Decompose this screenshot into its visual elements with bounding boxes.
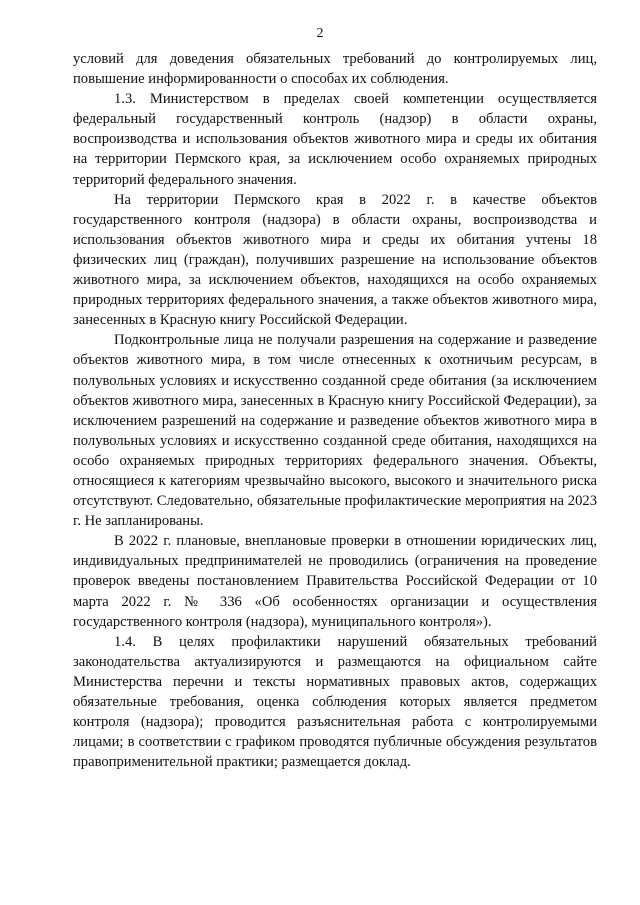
paragraph-1-4: 1.4. В целях профилактики нарушений обязательных требований законодательства актуализируются и размещаются на официальном сайте Министерства перечни и тексты нормативных правовых актов, содержащих обязательные требования, оценка соблюдения которых является предметом контроля (надзора); проводится разъяснительная работа с контролируемыми лицами; в соответствии с графиком проводятся публичные обсуждения результатов правоприменительной практики; размещается доклад.: [73, 633, 597, 771]
paragraph-1-3: 1.3. Министерством в пределах своей компетенции осуществляется федеральный государственный контроль (надзор) в области охраны, воспроизводства и использования объектов животного мира и среды их обитания на территории Пермского края, за исключением особо охраняемых природных территорий федерального значения.: [73, 91, 597, 188]
paragraph-controlled-persons: Подконтрольные лица не получали разрешения на содержание и разведение объектов животного мира, в том числе отнесенных к охотничьим ресурсам, в полувольных условиях и искусственно созданной среде обитания (за исключением объектов животного мира, занесенных в Красную книгу Российской Федерации), за исключением разрешений на содержание и разведение объектов животного мира в полувольных условиях и искусственно созданной среде обитания, находящихся на особо охраняемых природных территориях федерального значения. Объекты, относящиеся к категориям чрезвычайно высокого, высокого и значительного риска отсутствуют. Следовательно, обязательные профилактические мероприятия на 2023 г. Не запланированы.: [73, 332, 597, 530]
paragraph-continuation: условий для доведения обязательных требований до контролируемых лиц, повышение информированности о способах их соблюдения.: [73, 51, 597, 88]
paragraph-control-objects: На территории Пермского края в 2022 г. в качестве объектов государственного контроля (надзора) в области охраны, воспроизводства и использования объектов животного мира и среды их обитания учтены 18 физических лиц (граждан), получивших разрешение на использование объектов животного мира, за исключением объектов, находящихся на особо охраняемых природных территориях федерального значения, а также объектов животного мира, занесенных в Красную книгу Российской Федерации.: [73, 191, 597, 329]
document-body: [73, 49, 597, 772]
page-number: 2: [316, 26, 324, 41]
paragraph-inspections-2022: В 2022 г. плановые, внеплановые проверки в отношении юридических лиц, индивидуальных предпринимателей не проводились (ограничения на проведение проверок введены постановлением Правительства Российской Федерации от 10 марта 2022 г. № 336 «Об особенностях организации и осуществления государственного контроля (надзора), муниципального контроля»).: [73, 533, 597, 630]
